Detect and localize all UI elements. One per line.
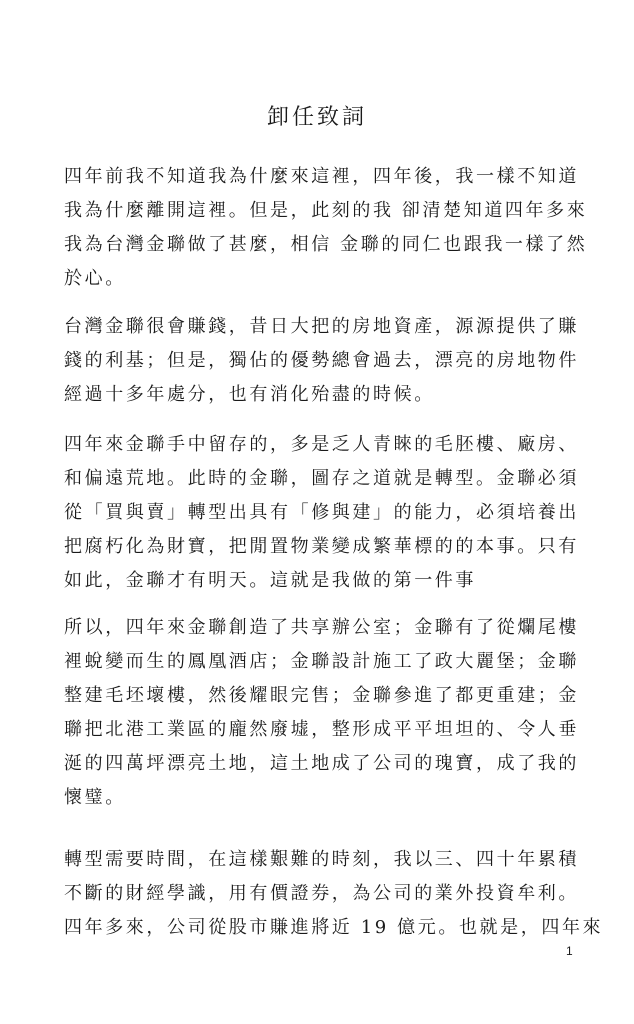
paragraph-line: 台灣金聯很會賺錢，昔日大把的房地資產，源源提供了賺 <box>64 316 579 337</box>
paragraph-line: 涎的四萬坪漂亮土地，這土地成了公司的瑰寶，成了我的 <box>64 753 579 774</box>
paragraph-4 <box>64 611 584 815</box>
paragraph-1 <box>64 160 588 296</box>
paragraph-2 <box>64 310 584 412</box>
paragraph-3 <box>64 428 584 598</box>
paragraph-line: 四年來金聯手中留存的，多是乏人青睞的毛胚樓、廠房、 <box>64 434 579 455</box>
paragraph-line: 和偏遠荒地。此時的金聯，圖存之道就是轉型。金聯必須 <box>64 468 579 489</box>
paragraph-line: 我為什麼離開這裡。但是，此刻的我 卻清楚知道四年多來 <box>64 200 588 221</box>
paragraph-line: 於心。 <box>64 268 126 289</box>
paragraph-line: 如此，金聯才有明天。這就是我做的第一件事 <box>64 570 476 591</box>
paragraph-line: 不斷的財經學識，用有價證券，為公司的業外投資牟利。 <box>64 883 579 904</box>
paragraph-line: 四年多來，公司從股市賺進將近 19 億元。也就是，四年來 <box>64 917 604 938</box>
paragraph-5 <box>64 843 604 945</box>
paragraph-line: 懷璧。 <box>64 787 126 808</box>
paragraph-line: 聯把北港工業區的龐然廢墟，整形成平平坦坦的、令人垂 <box>64 719 579 740</box>
paragraph-line: 我為台灣金聯做了甚麼，相信 金聯的同仁也跟我一樣了然 <box>64 234 588 255</box>
paragraph-line: 把腐朽化為財寶，把閒置物業變成繁華標的的本事。只有 <box>64 536 579 557</box>
paragraph-line: 四年前我不知道我為什麼來這裡，四年後，我一樣不知道 <box>64 166 579 187</box>
paragraph-line: 整建毛坯壞樓，然後耀眼完售；金聯參進了都更重建；金 <box>64 685 579 706</box>
page-number: 1 <box>566 944 573 958</box>
paragraph-line: 錢的利基；但是，獨佔的優勢總會過去，漂亮的房地物件 <box>64 350 579 371</box>
document-title: 卸任致詞 <box>266 105 367 130</box>
paragraph-line: 經過十多年處分，也有消化殆盡的時候。 <box>64 384 435 405</box>
paragraph-line: 從「買與賣」轉型出具有「修與建」的能力，必須培養出 <box>64 502 579 523</box>
paragraph-line: 裡蛻變而生的鳳凰酒店；金聯設計施工了政大麗堡；金聯 <box>64 651 579 672</box>
paragraph-line: 所以，四年來金聯創造了共享辦公室；金聯有了從爛尾樓 <box>64 617 579 638</box>
paragraph-line: 轉型需要時間，在這樣艱難的時刻，我以三、四十年累積 <box>64 849 579 870</box>
